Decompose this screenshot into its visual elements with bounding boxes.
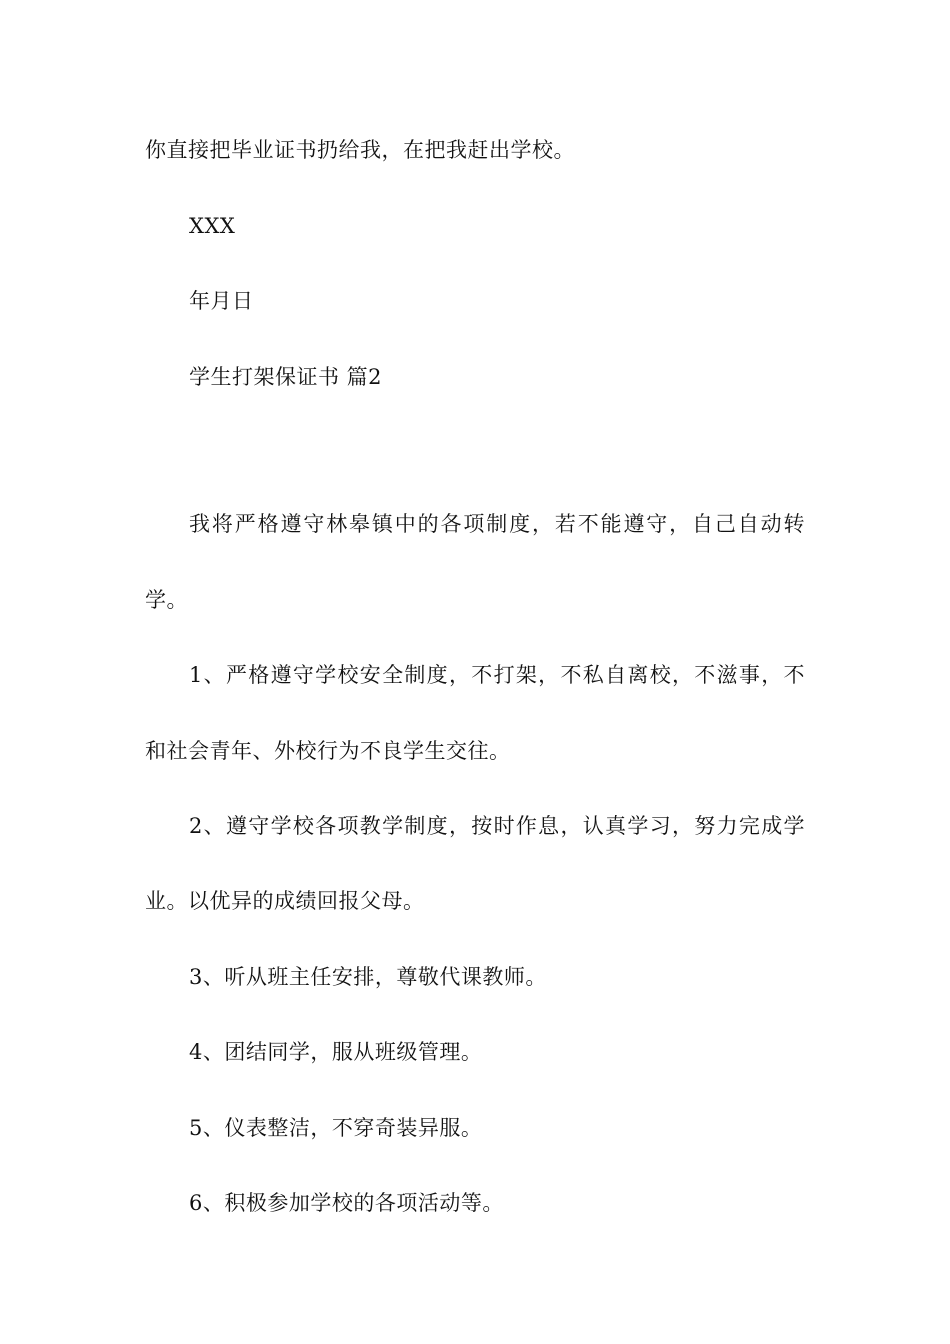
paragraph-line: 学。: [145, 588, 188, 612]
section-title: 学生打架保证书 篇2: [189, 365, 383, 389]
list-item-1: 1、严格遵守学校安全制度，不打架，不私自离校，不滋事，不: [189, 663, 805, 687]
author-name: XXX: [189, 214, 236, 238]
list-item-3: 3、听从班主任安排，尊敬代课教师。: [189, 965, 547, 989]
paragraph-line: 我将严格遵守林皋镇中的各项制度，若不能遵守，自己自动转: [189, 512, 805, 536]
list-item-4: 4、团结同学，服从班级管理。: [189, 1040, 483, 1064]
list-item-2-continued: 业。以优异的成绩回报父母。: [145, 889, 425, 913]
list-item-1-continued: 和社会青年、外校行为不良学生交往。: [145, 739, 511, 763]
list-item-5: 5、仪表整洁，不穿奇装异服。: [189, 1116, 483, 1140]
text-line: 你直接把毕业证书扔给我，在把我赶出学校。: [145, 138, 575, 162]
list-item-2: 2、遵守学校各项教学制度，按时作息，认真学习，努力完成学: [189, 814, 805, 838]
list-item-6: 6、积极参加学校的各项活动等。: [189, 1191, 504, 1215]
date-line: 年月日: [189, 289, 254, 313]
